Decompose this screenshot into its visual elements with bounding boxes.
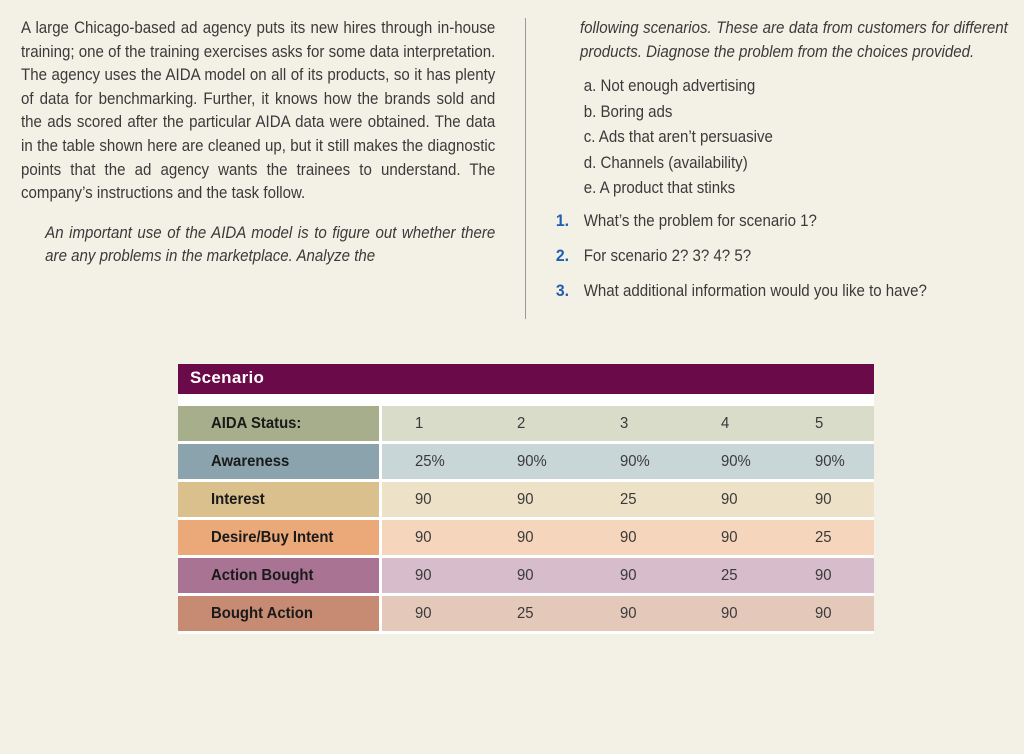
cell-value: 90 bbox=[516, 528, 534, 546]
cell-value: 90% bbox=[721, 452, 752, 470]
question-item bbox=[556, 210, 1008, 232]
cell-value: 90 bbox=[619, 604, 637, 622]
table-cell bbox=[578, 443, 677, 481]
table-row bbox=[178, 557, 874, 595]
cell-value: 2 bbox=[516, 414, 526, 432]
scenario-table bbox=[178, 364, 874, 634]
cell-value: 90 bbox=[721, 528, 738, 546]
table-cell bbox=[775, 595, 874, 633]
cell-value: 25 bbox=[619, 490, 637, 508]
row-label bbox=[178, 443, 380, 481]
question-item bbox=[556, 280, 1008, 302]
table-cell bbox=[479, 519, 578, 557]
cell-value: 90% bbox=[516, 452, 547, 470]
choice-item: e. A product that stinks bbox=[583, 179, 736, 198]
cell-value: 90% bbox=[815, 452, 845, 470]
table-cell bbox=[578, 406, 677, 443]
table-cell bbox=[479, 443, 578, 481]
question-text: What’s the problem for scenario 1? bbox=[583, 211, 817, 230]
question-text: For scenario 2? 3? 4? 5? bbox=[583, 246, 752, 265]
cell-value: 25 bbox=[815, 528, 832, 546]
cell-value: 90 bbox=[721, 604, 738, 622]
table-cell bbox=[380, 557, 479, 595]
table-cell bbox=[479, 557, 578, 595]
table-row bbox=[178, 406, 874, 443]
table-cell bbox=[676, 443, 775, 481]
cell-value: 90 bbox=[516, 490, 534, 508]
choice-item: a. Not enough advertising bbox=[583, 77, 756, 96]
table-cell bbox=[380, 406, 479, 443]
cell-value: 90 bbox=[619, 528, 637, 546]
table-cell bbox=[676, 557, 775, 595]
cell-value: 90% bbox=[619, 452, 650, 470]
table-cell bbox=[676, 406, 775, 443]
question-text: What additional information would you like to have? bbox=[583, 281, 927, 300]
row-label-text: Interest bbox=[211, 490, 265, 508]
cell-value: 1 bbox=[414, 414, 423, 432]
column-divider bbox=[525, 18, 526, 319]
intro-paragraph: A large Chicago-based ad agency puts its new hires through in-house training; one of the training exercises asks for some data interpretation. The agency uses the AIDA model on all of its products, so it has plenty of data for benchmarking. Further, it knows how the brands sold and the ads scored after the particular AIDA data were obtained. The data in the table shown here are cleaned up, but it still makes the diagnostic points that the ad agency wants the trainees to understand. The company’s instructions and the task follow. bbox=[21, 19, 496, 203]
table-cell bbox=[578, 519, 677, 557]
left-column bbox=[21, 17, 495, 269]
cell-value: 25 bbox=[516, 604, 534, 622]
right-column bbox=[555, 17, 1008, 315]
table-cell bbox=[676, 519, 775, 557]
table-spacer bbox=[178, 394, 874, 406]
table-cell bbox=[775, 443, 874, 481]
table-cell bbox=[479, 406, 578, 443]
table-cell bbox=[676, 481, 775, 519]
row-label bbox=[178, 406, 380, 443]
table-cell bbox=[578, 595, 677, 633]
choice-list bbox=[584, 74, 1008, 202]
table-cell bbox=[479, 481, 578, 519]
table-row bbox=[178, 595, 874, 633]
cell-value: 90 bbox=[815, 490, 832, 508]
question-number: 2. bbox=[555, 245, 570, 265]
cell-value: 90 bbox=[516, 566, 534, 584]
table-cell bbox=[380, 443, 479, 481]
row-label-text: AIDA Status: bbox=[211, 414, 302, 432]
row-label bbox=[178, 595, 380, 633]
cell-value: 90 bbox=[619, 566, 637, 584]
cell-value: 90 bbox=[414, 528, 432, 546]
question-number: 3. bbox=[555, 280, 570, 300]
cell-value: 90 bbox=[721, 490, 738, 508]
table-cell bbox=[775, 557, 874, 595]
row-label-text: Action Bought bbox=[211, 566, 314, 584]
choice-item: b. Boring ads bbox=[583, 102, 673, 121]
table-row bbox=[178, 443, 874, 481]
cell-value: 90 bbox=[815, 566, 832, 584]
question-list bbox=[556, 210, 1008, 302]
instructions-continued: following scenarios. These are data from customers for different products. Diagnose the problem from the choices provided. bbox=[580, 19, 1008, 61]
cell-value: 90 bbox=[414, 566, 432, 584]
question-item bbox=[556, 245, 1008, 267]
row-label-text: Bought Action bbox=[211, 604, 313, 622]
cell-value: 25% bbox=[414, 452, 445, 470]
table-cell bbox=[676, 595, 775, 633]
row-label-text: Awareness bbox=[211, 452, 290, 470]
row-label bbox=[178, 557, 380, 595]
table-cell bbox=[775, 481, 874, 519]
cell-value: 90 bbox=[414, 490, 432, 508]
cell-value: 25 bbox=[721, 566, 738, 584]
table-cell bbox=[479, 595, 578, 633]
cell-value: 90 bbox=[414, 604, 432, 622]
choice-item: c. Ads that aren’t persuasive bbox=[583, 128, 773, 147]
table-cell bbox=[578, 481, 677, 519]
instructions-paragraph: An important use of the AIDA model is to figure out whether there are any problems in the marketplace. Analyze the bbox=[45, 223, 496, 266]
row-label-text: Desire/Buy Intent bbox=[211, 528, 334, 546]
choice-item: d. Channels (availability) bbox=[583, 153, 748, 172]
question-number: 1. bbox=[555, 210, 570, 230]
table-row bbox=[178, 519, 874, 557]
cell-value: 3 bbox=[619, 414, 628, 432]
row-label bbox=[178, 519, 380, 557]
table-cell bbox=[380, 595, 479, 633]
aida-table bbox=[178, 406, 874, 634]
cell-value: 4 bbox=[721, 414, 730, 432]
table-cell bbox=[775, 519, 874, 557]
table-row bbox=[178, 481, 874, 519]
table-title: Scenario bbox=[178, 364, 874, 394]
cell-value: 5 bbox=[815, 414, 824, 432]
table-cell bbox=[578, 557, 677, 595]
table-cell bbox=[775, 406, 874, 443]
table-cell bbox=[380, 481, 479, 519]
cell-value: 90 bbox=[815, 604, 832, 622]
row-label bbox=[178, 481, 380, 519]
table-cell bbox=[380, 519, 479, 557]
